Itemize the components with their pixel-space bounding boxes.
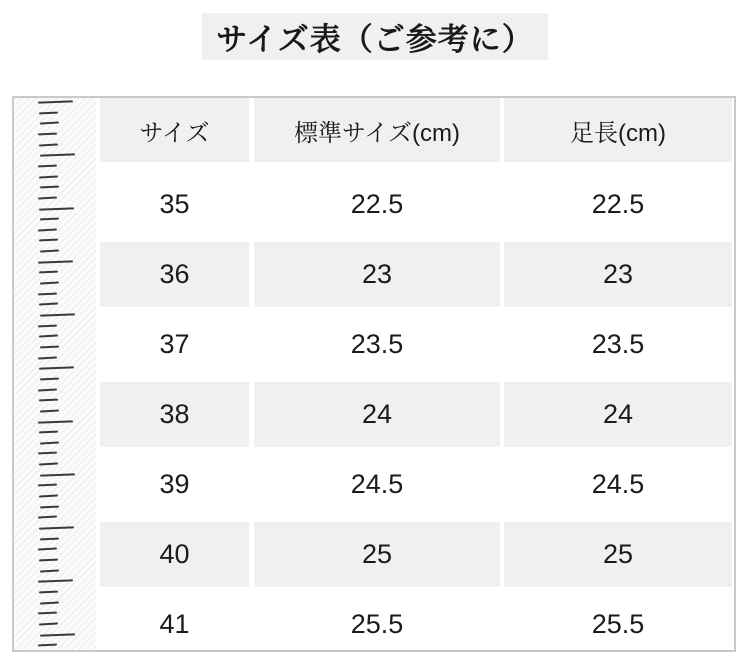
- header-cell: 足長(cm): [504, 98, 732, 162]
- ruler-short-tick: [38, 516, 57, 519]
- ruler-short-tick: [39, 399, 58, 402]
- table-cell: 40: [100, 522, 249, 587]
- ruler-short-tick: [39, 622, 58, 625]
- header-cell: 標準サイズ(cm): [254, 98, 500, 162]
- table-row: [100, 98, 732, 162]
- ruler-short-tick: [40, 537, 59, 540]
- table-cell: 23.5: [591, 329, 645, 359]
- ruler-short-tick: [40, 601, 59, 604]
- page-title: [202, 13, 548, 60]
- ruler-short-tick: [38, 164, 57, 167]
- size-table-panel: [12, 96, 736, 652]
- table-cell: 23: [504, 242, 732, 307]
- table-cell: 22.5: [350, 189, 404, 219]
- ruler-short-tick: [38, 133, 57, 136]
- ruler-graphic: [14, 98, 96, 650]
- ruler-short-tick: [38, 388, 57, 391]
- ruler-short-tick: [40, 505, 59, 508]
- table-row: [100, 522, 732, 587]
- ruler-short-tick: [39, 175, 58, 178]
- table-row: [100, 172, 732, 237]
- ruler-long-tick: [40, 633, 75, 636]
- ruler-long-tick: [38, 420, 73, 423]
- ruler-short-tick: [40, 186, 59, 189]
- ruler-short-tick: [39, 463, 58, 466]
- table-row: [100, 452, 732, 517]
- table-cell: 23: [254, 242, 500, 307]
- table-cell: 24: [504, 382, 732, 447]
- ruler-short-tick: [38, 484, 57, 487]
- table-row: [100, 382, 732, 447]
- size-table: [100, 98, 732, 650]
- ruler-short-tick: [39, 271, 58, 274]
- ruler-short-tick: [39, 239, 58, 242]
- ruler-short-tick: [39, 303, 58, 306]
- ruler-short-tick: [40, 281, 59, 284]
- ruler-short-tick: [40, 569, 59, 572]
- ruler-short-tick: [39, 335, 58, 338]
- ruler-long-tick: [40, 473, 75, 476]
- ruler-long-tick: [40, 313, 75, 316]
- ruler-long-tick: [39, 367, 74, 370]
- ruler-short-tick: [39, 431, 58, 434]
- ruler-short-tick: [39, 111, 58, 114]
- ruler-short-tick: [39, 590, 58, 593]
- ruler-short-tick: [38, 324, 57, 327]
- ruler-short-tick: [38, 548, 57, 551]
- ruler-short-tick: [38, 292, 57, 295]
- ruler-long-tick: [38, 580, 73, 583]
- ruler-short-tick: [40, 377, 59, 380]
- table-cell: 24.5: [350, 469, 404, 499]
- ruler-short-tick: [38, 612, 57, 615]
- table-cell: 25.5: [591, 609, 645, 639]
- table-row: [100, 242, 732, 307]
- table-cell: 25.5: [350, 609, 404, 639]
- table-cell: 22.5: [591, 189, 645, 219]
- ruler-short-tick: [40, 441, 59, 444]
- table-cell: 24: [254, 382, 500, 447]
- ruler-long-tick: [39, 526, 74, 529]
- table-cell: 23.5: [350, 329, 404, 359]
- header-cell: サイズ: [100, 98, 249, 162]
- table-cell: 25: [254, 522, 500, 587]
- ruler-long-tick: [40, 154, 75, 157]
- ruler-short-tick: [40, 122, 59, 125]
- ruler-short-tick: [38, 228, 57, 231]
- table-cell: 25: [504, 522, 732, 587]
- ruler-short-tick: [38, 452, 57, 455]
- ruler-short-tick: [39, 494, 58, 497]
- ruler-short-tick: [39, 143, 58, 146]
- ruler-long-tick: [38, 260, 73, 263]
- table-row: [100, 312, 732, 377]
- ruler-short-tick: [38, 356, 57, 359]
- table-cell: 38: [100, 382, 249, 447]
- table-cell: 35: [159, 189, 190, 219]
- ruler-short-tick: [39, 559, 58, 562]
- ruler-short-tick: [40, 409, 59, 412]
- ruler-long-tick: [39, 207, 74, 210]
- ruler-long-tick: [38, 100, 73, 103]
- table-cell: 24.5: [591, 469, 645, 499]
- table-cell: 41: [159, 609, 190, 639]
- ruler-short-tick: [40, 346, 59, 349]
- ruler-short-tick: [38, 644, 57, 647]
- table-cell: 39: [159, 469, 190, 499]
- page-title-text: サイズ表（ご参考に）: [216, 22, 534, 57]
- table-cell: 36: [100, 242, 249, 307]
- ruler-short-tick: [40, 218, 59, 221]
- ruler-short-tick: [40, 250, 59, 253]
- ruler-short-tick: [38, 196, 57, 199]
- table-cell: 37: [159, 329, 190, 359]
- table-row: [100, 592, 732, 652]
